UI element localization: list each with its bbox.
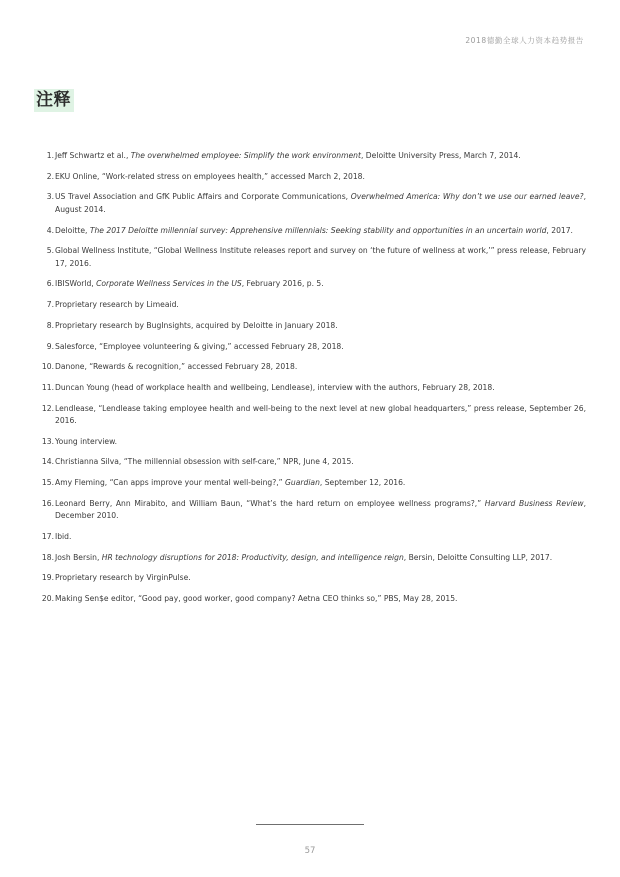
note-text bbox=[54, 225, 586, 238]
note-text bbox=[54, 593, 586, 606]
note-item bbox=[30, 572, 586, 585]
note-number: 17. bbox=[41, 532, 54, 541]
note-item bbox=[30, 531, 586, 544]
note-number: 2. bbox=[46, 171, 54, 181]
note-number: 3. bbox=[46, 192, 54, 202]
note-text bbox=[54, 361, 586, 374]
note-text-segment: Proprietary research by Limeaid. bbox=[55, 300, 179, 310]
note-text-segment: Jeff Schwartz et al., bbox=[55, 151, 131, 160]
note-number: 8. bbox=[46, 320, 54, 330]
note-item bbox=[30, 382, 586, 395]
note-text-segment: US Travel Association and GfK Public Affairs and Corporate Communications, bbox=[55, 192, 351, 202]
note-item bbox=[30, 341, 586, 354]
note-title-italic: Corporate Wellness Services in the US bbox=[96, 279, 242, 289]
note-item bbox=[30, 477, 586, 490]
note-number: 5. bbox=[46, 246, 54, 256]
note-text bbox=[54, 552, 586, 565]
page-number: 57 bbox=[304, 846, 316, 856]
note-text-segment: IBISWorld, bbox=[55, 279, 97, 289]
note-text bbox=[54, 531, 586, 544]
note-text-segment: Global Wellness Institute, “Global Wellness Institute releases report and survey on ‘the future of wellness at work,’” press release, February 17, 2016. bbox=[55, 246, 586, 268]
note-number: 18. bbox=[41, 552, 54, 562]
note-item bbox=[30, 299, 586, 312]
note-text bbox=[54, 382, 586, 395]
note-number: 13. bbox=[41, 436, 54, 446]
footer-divider bbox=[256, 824, 364, 825]
note-text-segment: Proprietary research by BugInsights, acquired by Deloitte in January 2018. bbox=[55, 320, 338, 330]
note-number: 20. bbox=[41, 594, 54, 604]
note-item bbox=[30, 361, 586, 374]
note-text-segment: , August 2014. bbox=[55, 192, 586, 214]
note-text bbox=[54, 436, 586, 449]
note-text bbox=[54, 278, 586, 291]
note-text-segment: , 2017. bbox=[546, 225, 573, 235]
note-item bbox=[30, 191, 586, 216]
note-text bbox=[54, 403, 586, 428]
note-title-italic: Overwhelmed America: Why don’t we use our earned leave? bbox=[350, 192, 584, 202]
note-text bbox=[54, 171, 586, 184]
note-text bbox=[54, 341, 586, 354]
note-text-segment: Duncan Young (head of workplace health and wellbeing, Lendlease), interview with the authors, February 28, 2018. bbox=[55, 382, 495, 392]
note-text-segment: , Bersin, Deloitte Consulting LLP, 2017. bbox=[403, 552, 553, 562]
note-text-segment: Deloitte, bbox=[55, 225, 90, 235]
note-text-segment: EKU Online, “Work-related stress on employees health,” accessed March 2, 2018. bbox=[55, 171, 365, 181]
note-title-italic: The overwhelmed employee: Simplify the work environment bbox=[130, 151, 361, 160]
note-title-italic: Harvard Business Review bbox=[484, 498, 584, 508]
note-item bbox=[30, 245, 586, 270]
note-text-segment: Ibid. bbox=[55, 532, 72, 541]
note-text bbox=[54, 150, 586, 163]
report-header: 2018德勤全球人力资本趋势报告 bbox=[465, 36, 584, 45]
note-title-italic: The 2017 Deloitte millennial survey: Apprehensive millennials: Seeking stability and opportunities in an uncertain world bbox=[89, 225, 547, 235]
section-title-highlight bbox=[34, 89, 74, 112]
note-text-segment: , Deloitte University Press, March 7, 2014. bbox=[360, 151, 521, 160]
note-item bbox=[30, 593, 586, 606]
note-text bbox=[54, 299, 586, 312]
note-number: 12. bbox=[41, 403, 54, 413]
note-title-italic: Guardian bbox=[285, 478, 320, 488]
note-number: 15. bbox=[41, 478, 54, 488]
note-number: 14. bbox=[41, 457, 54, 467]
note-text-segment: Lendlease, “Lendlease taking employee health and well-being to the next level at new global headquarters,” press release, September 26, 2016. bbox=[55, 403, 586, 426]
note-number: 11. bbox=[41, 382, 54, 392]
note-text-segment: Young interview. bbox=[55, 436, 118, 446]
note-item bbox=[30, 320, 586, 333]
note-text-segment: Making Sen$e editor, “Good pay, good worker, good company? Aetna CEO thinks so,” PBS, May 28, 2015. bbox=[55, 594, 458, 604]
note-number: 16. bbox=[41, 498, 54, 508]
note-text-segment: Proprietary research by VirginPulse. bbox=[55, 573, 191, 583]
note-number: 7. bbox=[46, 300, 54, 310]
note-text-segment: Danone, “Rewards & recognition,” accessed February 28, 2018. bbox=[55, 362, 298, 372]
note-text-segment: Amy Fleming, “Can apps improve your mental well-being?,” bbox=[55, 478, 286, 488]
note-number: 10. bbox=[41, 362, 54, 372]
note-text bbox=[54, 245, 586, 270]
note-item bbox=[30, 456, 586, 469]
note-text bbox=[54, 498, 586, 523]
note-text bbox=[54, 477, 586, 490]
note-item bbox=[30, 225, 586, 238]
note-text-segment: , September 12, 2016. bbox=[319, 478, 406, 488]
note-number: 4. bbox=[46, 225, 54, 235]
note-text-segment: Josh Bersin, bbox=[55, 552, 102, 562]
note-text bbox=[54, 320, 586, 333]
note-title-italic: HR technology disruptions for 2018: Productivity, design, and intelligence reign bbox=[101, 552, 404, 562]
note-number: 1. bbox=[46, 151, 54, 160]
notes-list bbox=[30, 150, 586, 614]
note-item bbox=[30, 150, 586, 163]
note-item bbox=[30, 403, 586, 428]
note-item bbox=[30, 498, 586, 523]
note-text bbox=[54, 191, 586, 216]
note-text-segment: Christianna Silva, “The millennial obsession with self-care,” NPR, June 4, 2015. bbox=[55, 457, 354, 467]
note-item bbox=[30, 278, 586, 291]
note-number: 6. bbox=[46, 279, 54, 289]
note-item bbox=[30, 436, 586, 449]
note-text-segment: , February 2016, p. 5. bbox=[241, 279, 324, 289]
section-title: 注释 bbox=[36, 90, 71, 110]
note-text-segment: Salesforce, “Employee volunteering & giving,” accessed February 28, 2018. bbox=[55, 341, 344, 351]
note-number: 9. bbox=[46, 341, 54, 351]
note-text bbox=[54, 572, 586, 585]
note-text bbox=[54, 456, 586, 469]
note-text-segment: , December 2010. bbox=[55, 498, 586, 521]
note-item bbox=[30, 552, 586, 565]
note-number: 19. bbox=[41, 573, 54, 583]
note-item bbox=[30, 171, 586, 184]
note-text-segment: Leonard Berry, Ann Mirabito, and William Baun, “What’s the hard return on employee wellness programs?,” bbox=[55, 498, 485, 508]
